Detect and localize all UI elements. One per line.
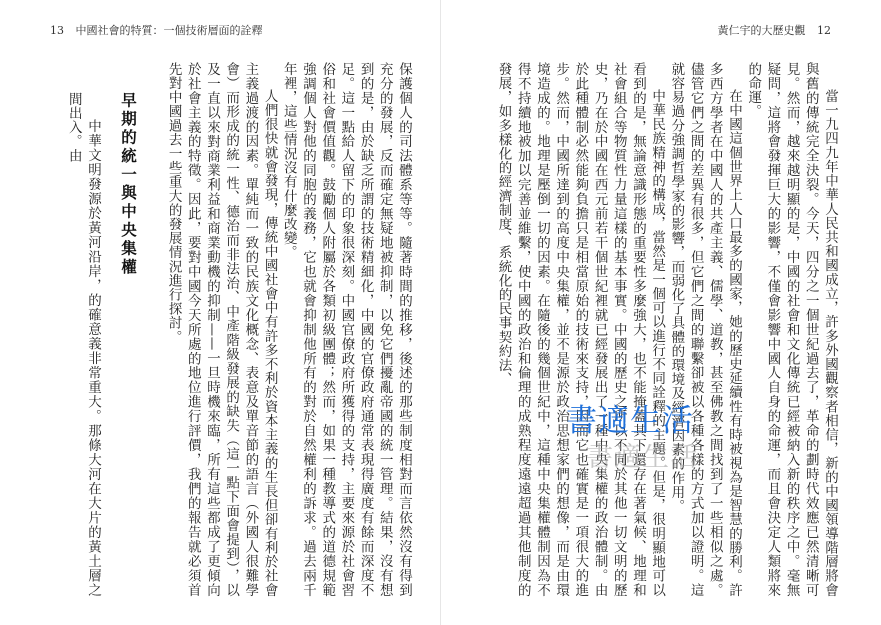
left-page-number: 13 <box>50 24 64 37</box>
right-page-number: 12 <box>817 24 831 37</box>
watermark-text: 書適生活 <box>566 403 694 439</box>
right-running-head: 黃仁宇的大歷史觀 <box>717 24 806 37</box>
paragraph: 人們很快就會發現，傳統中國社會中有許多不利於資本主義的生長但卻有利於社會主義過渡的因素。單純而一致的民族文化概念、表意及單音節的語言（外國人很難學會）而形成的統一性、德治而非法治、中產階級發展的缺失（這一點下面會提到），以及一直以來對商業利益和商業動機的抑制——一旦時機來臨，所有這些都成了更傾向於社會主義的特徵。因此，要對中國今天所處的地位進行評價，我們的報告就必須首先對中國過去一些重大的發展情況進行探討。 <box>165 62 278 597</box>
paragraph: 保護個人的司法體系等等。隨著時間的推移，後述的那些制度相對而言依然沒有得到充分的發展，反而確定無疑地被抑制，以免它們擾亂帝國的統一管理。結果，沒有想到的是，由於缺乏所謂的技術精細化，中國的官僚政府通常表現得廣度有餘而深度不足。這一點給人留下的印象很深刻。中國官僚政府所獲得的支持，主要來源於社會習俗和社會價值觀。鼓勵個人附屬於各類初級團體；然而，如果一種教導式的道德規範強調個人對他的同胞的義務，它也就會抑制他所有的對於自然權利的訴求。過去兩千年裡，這些情況沒有什麼改變。 <box>280 62 412 597</box>
left-running-head: 中國社會的特質：一個技術層面的詮釋 <box>75 24 263 37</box>
watermark <box>566 395 766 475</box>
section-body <box>42 92 102 597</box>
right-running-header <box>718 22 840 38</box>
left-running-header <box>42 22 263 38</box>
section-title: 早期的統一與中央集權 <box>119 92 137 277</box>
paragraph: 在中國這個世界上人口最多的國家，她的歷史延續性有時被視為是智慧的勝利。許多西方學者在中國人的共產主義、儒學、道教，甚至佛教之間找到了一些相似之處。儘管它們之間的差異有很多，但它們之間的聯繫卻被以各種各樣的方式加以證明。這就容易過分強調哲學家的影響，而弱化了具體的環境及經濟因素的作用。 <box>668 62 742 597</box>
paragraph: 中華文明發源於黃河沿岸，的確意義非常重大。那條大河在大片的黃土層之間出入。由 <box>65 92 101 597</box>
right-page-body <box>459 62 839 597</box>
watermark-ghost-text: 書適生活 <box>586 442 698 473</box>
page-gutter <box>440 0 441 625</box>
paragraph: 中華民族精神的構成，當然是一個可以進行不同詮釋的主題。但是，很明顯地可以看到的是，無論意識形態的重要性多麼強大，也不能掩蓋其下還存在著氣候、地理和社會組合等物質性力量這樣的基本事實。中國的歷史之所以不同於其他一切文明的歷史，乃在於中國在西元前若干個世紀裡就已經發展出了一種中央集權的政治體制。由於此種體制必然能夠負擔只是相當原始的技術來支持，因而它也確實是一項很大的進步。然而，中國所達到的高度中央集權，並不是源於政治思想家們的想像，而是由環境造成的。地理是壓倒一切的因素。在隨後的幾個世紀中，這種中央集權體制因為不得不持續地被加以完善並維繫，使中國的政治和倫理的成熟程度遠遠超過其他制度的發展，如多樣化的經濟制度、系統化的民事契約法、 <box>495 62 666 597</box>
paragraph: 當一九四九年中華人民共和國成立，許多外國觀察者相信，新的中國領導階層將會與舊的傳統完全決裂。今天，四分之一個世紀過去了，革命的劃時代效應已然清晰可見。然而，越來越明顯的是，中國的社會和文化傳統已經被納入新的秩序之中。毫無疑問，這將會發揮巨大的影響，不僅會影響中國人自身的命運，而且會決定人類將來的命運。 <box>745 62 838 597</box>
